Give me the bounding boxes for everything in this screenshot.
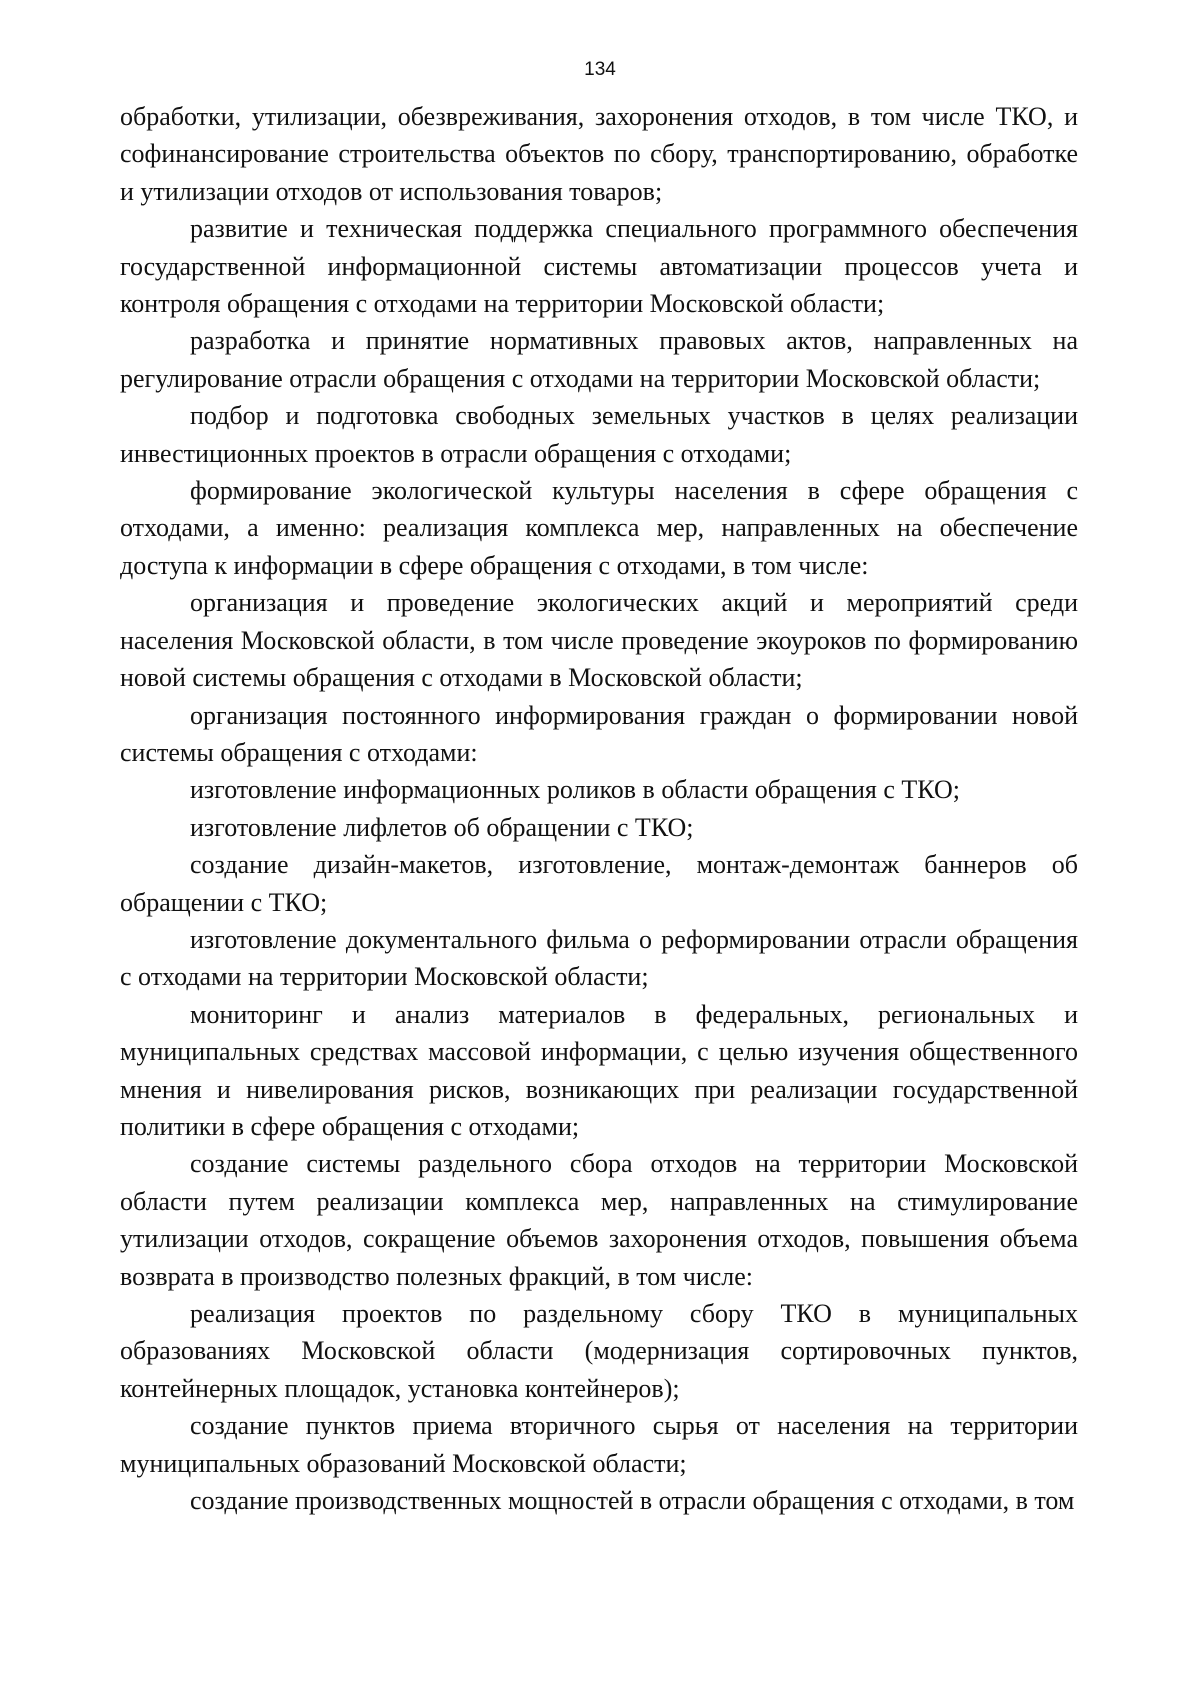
paragraph: создание системы раздельного сбора отходов на территории Московской области путем реализации комплекса мер, направленных на стимулирование утилизации отходов, сокращение объемов захоронения отходов, повышения объема возврата в производство полезных фракций, в том числе: — [120, 1149, 1078, 1291]
page-number: 134 — [584, 59, 616, 80]
paragraph: реализация проектов по раздельному сбору ТКО в муниципальных образованиях Московской области (модернизация сортировочных пунктов, контейнерных площадок, установка контейнеров); — [120, 1299, 1078, 1403]
paragraph: разработка и принятие нормативных правовых актов, направленных на регулирование отрасли обращения с отходами на территории Московской области; — [120, 326, 1078, 393]
paragraph-continued: обработки, утилизации, обезвреживания, захоронения отходов, в том числе ТКО, и софинансирование строительства объектов по сбору, транспортированию, обработке и утилизации отходов от использования товаров; — [120, 102, 1078, 206]
paragraph: формирование экологической культуры населения в сфере обращения с отходами, а именно: реализация комплекса мер, направленных на обеспечение доступа к информации в сфере обращения с отходами, в том числе: — [120, 476, 1078, 580]
paragraph: изготовление лифлетов об обращении с ТКО; — [190, 812, 694, 842]
paragraph: развитие и техническая поддержка специального программного обеспечения государственной информационной системы автоматизации процессов учета и контроля обращения с отходами на территории Московской области; — [120, 214, 1078, 319]
paragraph: создание производственных мощностей в отрасли обращения с отходами, в том — [190, 1486, 1075, 1516]
paragraph: создание пунктов приема вторичного сырья от населения на территории муниципальных образований Московской области; — [120, 1411, 1078, 1478]
paragraph: изготовление документального фильма о реформировании отрасли обращения с отходами на территории Московской области; — [120, 924, 1078, 992]
paragraph: создание дизайн-макетов, изготовление, монтаж-демонтаж баннеров об обращении с ТКО; — [120, 850, 1078, 917]
body-text — [120, 98, 1078, 1519]
paragraph: изготовление информационных роликов в области обращения с ТКО; — [190, 775, 960, 805]
paragraph: подбор и подготовка свободных земельных участков в целях реализации инвестиционных проектов в отрасли обращения с отходами; — [120, 401, 1078, 468]
paragraph: организация и проведение экологических акций и мероприятий среди населения Московской области, в том числе проведение экоуроков по формированию новой системы обращения с отходами в Московской области; — [120, 588, 1078, 693]
paragraph: организация постоянного информирования граждан о формировании новой системы обращения с отходами: — [120, 700, 1078, 767]
paragraph: мониторинг и анализ материалов в федеральных, региональных и муниципальных средствах массовой информации, с целью изучения общественного мнения и нивелирования рисков, возникающих при реализации государственной политики в сфере обращения с отходами; — [120, 999, 1078, 1141]
